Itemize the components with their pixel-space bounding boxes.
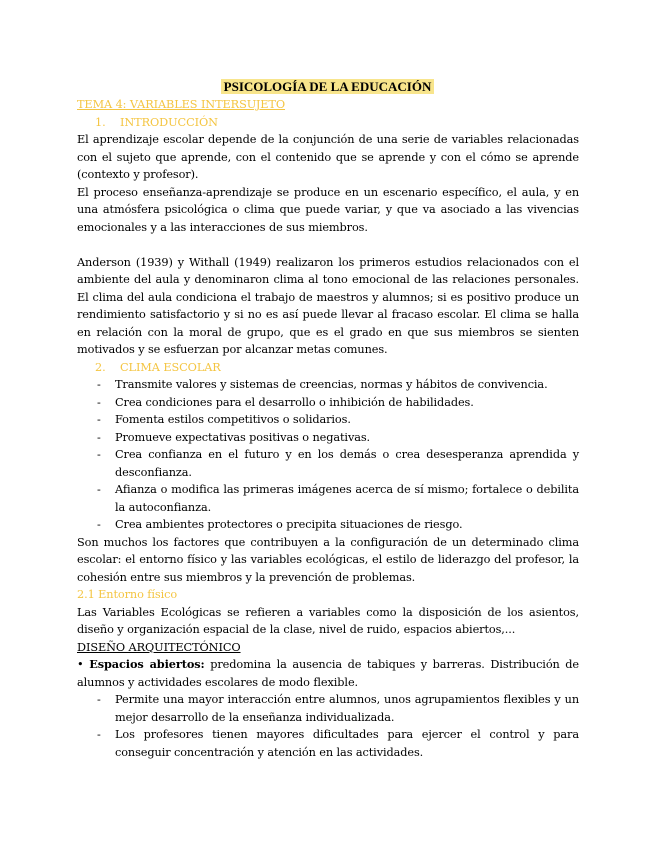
subsection-heading-entorno-fisico: 2.1 Entorno físico: [77, 588, 178, 601]
tema-subtitle: TEMA 4: VARIABLES INTERSUJETO: [77, 98, 286, 111]
section-number: 1.: [95, 115, 106, 129]
list-item: - Los profesores tienen mayores dificultades para ejercer el control y para conseguir concentración y atención en las actividades.: [77, 726, 579, 761]
diseno-arquitectonico-heading: DISEÑO ARQUITECTÓNICO: [77, 640, 241, 654]
bullet-text: predomina la ausencia de tabiques y barreras. Distribución de alumnos y actividades escolares de modo flexible.: [77, 658, 580, 689]
paragraph: El proceso enseñanza-aprendizaje se produce en un escenario específico, el aula, y en una atmósfera psicológica o clima que puede variar, y que va asociado a las vivencias emocionales y a las interacciones de sus miembros.: [77, 185, 579, 234]
blank-line: [77, 236, 579, 254]
list-item: - Promueve expectativas positivas o negativas.: [77, 429, 579, 447]
list-item: - Permite una mayor interacción entre alumnos, unos agrupamientos flexibles y un mejor desarrollo de la enseñanza individualizada.: [77, 691, 579, 726]
section-heading-text: INTRODUCCIÓN: [120, 115, 218, 129]
list-item: - Crea ambientes protectores o precipita situaciones de riesgo.: [77, 516, 579, 534]
list-item: - Fomenta estilos competitivos o solidarios.: [77, 411, 579, 429]
document-body: [77, 96, 579, 761]
paragraph: El aprendizaje escolar depende de la conjunción de una serie de variables relacionadas con el sujeto que aprende, con el contenido que se aprende y con el cómo se aprende (contexto y profesor).: [77, 133, 579, 181]
section-heading-clima-escolar: [77, 359, 579, 377]
document-title: [0, 79, 655, 95]
section-heading-text: CLIMA ESCOLAR: [120, 360, 221, 374]
paragraph: Anderson (1939) y Withall (1949) realizaron los primeros estudios relacionados con el ambiente del aula y denominaron clima al tono emocional de las relaciones personales. El clima del aula condiciona el trabajo de maestros y alumnos; si es positivo produce un rendimiento satisfactorio y si no es así puede llevar al fracaso escolar. El clima se halla en relación con la moral de grupo, que es el grado en que sus miembros se sienten motivados y se esfuerzan por alcanzar metas comunes.: [77, 255, 579, 356]
section-number: 2.: [95, 360, 106, 374]
espacios-abiertos-list: [77, 691, 579, 761]
bullet-label: Espacios abiertos:: [89, 657, 205, 671]
clima-escolar-list: [77, 376, 579, 534]
list-item: - Transmite valores y sistemas de creencias, normas y hábitos de convivencia.: [77, 376, 579, 394]
paragraph: Las Variables Ecológicas se refieren a variables como la disposición de los asientos, diseño y organización espacial de la clase, nivel de ruido, espacios abiertos,...: [77, 605, 579, 636]
list-item: - Crea confianza en el futuro y en los demás o crea desesperanza aprendida y desconfianza.: [77, 446, 579, 481]
paragraph: Son muchos los factores que contribuyen a la configuración de un determinado clima escolar: el entorno físico y las variables ecológicas, el estilo de liderazgo del profesor, la cohesión entre sus miembros y la prevención de problemas.: [77, 535, 579, 584]
list-item: - Afianza o modifica las primeras imágenes acerca de sí mismo; fortalece o debilita la autoconfianza.: [77, 481, 579, 516]
document-title-text: PSICOLOGÍA DE LA EDUCACIÓN: [221, 79, 435, 94]
list-item: - Crea condiciones para el desarrollo o inhibición de habilidades.: [77, 394, 579, 412]
bullet-mark: •: [77, 658, 84, 671]
section-heading-introduccion: [77, 114, 579, 132]
bullet-paragraph: [77, 656, 579, 691]
